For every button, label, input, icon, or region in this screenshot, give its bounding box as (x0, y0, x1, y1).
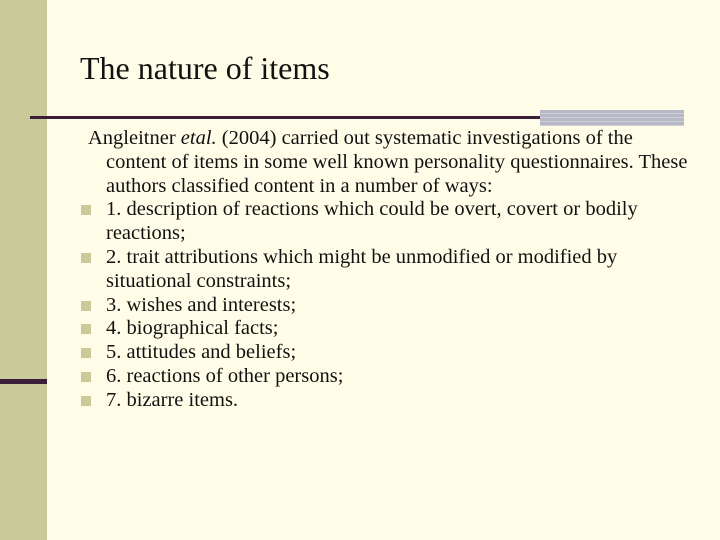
square-bullet-icon (81, 205, 91, 215)
intro-author: Angleitner (88, 127, 181, 149)
list-item-text: 2. trait attributions which might be unmodified or modified by situational constraints; (106, 245, 618, 292)
square-bullet-icon (81, 348, 91, 358)
list-item-text: 1. description of reactions which could be overt, covert or bodily reactions; (106, 198, 638, 245)
left-decorative-bar (0, 0, 47, 540)
square-bullet-icon (81, 372, 91, 382)
list-item (88, 389, 688, 413)
list-item-text: 4. biographical facts; (106, 317, 279, 340)
list-item-text: 6. reactions of other persons; (106, 364, 344, 387)
square-bullet-icon (81, 301, 91, 311)
list-item (88, 198, 688, 246)
left-bar-accent-line (0, 379, 47, 384)
list-item (88, 246, 688, 294)
square-bullet-icon (81, 324, 91, 334)
divider-accent-block (540, 110, 684, 126)
classification-list (88, 198, 688, 412)
list-item (88, 365, 688, 389)
list-item-text: 7. bizarre items. (106, 388, 239, 411)
slide-body (88, 127, 688, 413)
intro-etal: etal. (180, 127, 217, 149)
intro-paragraph (88, 127, 688, 198)
square-bullet-icon (81, 396, 91, 406)
intro-text: (2004) carried out systematic investigations of the content of items in some well known personality questionnaires. These authors classified content in a number of ways: (106, 127, 688, 197)
list-item (88, 317, 688, 341)
list-item (88, 294, 688, 318)
list-item (88, 341, 688, 365)
list-item-text: 5. attitudes and beliefs; (106, 341, 297, 364)
square-bullet-icon (81, 253, 91, 263)
slide-title: The nature of items (80, 50, 330, 86)
list-item-text: 3. wishes and interests; (106, 293, 297, 316)
